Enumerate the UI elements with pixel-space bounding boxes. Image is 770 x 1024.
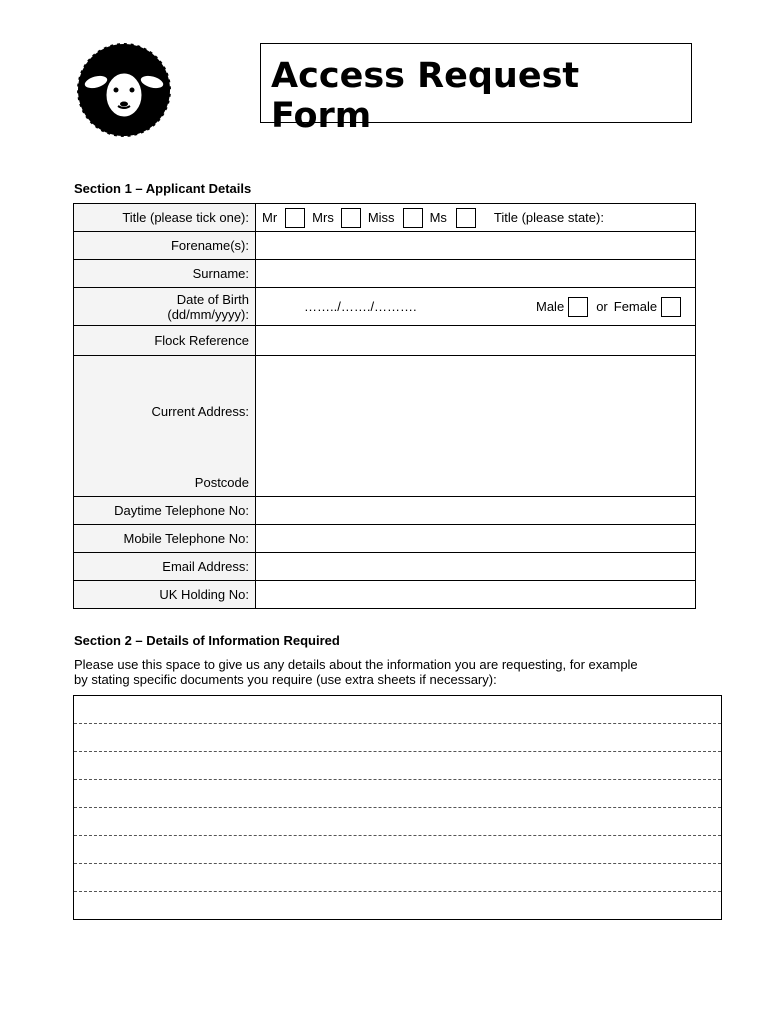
title-state-label: Title (please state): [493,210,604,225]
email-label: Email Address: [74,553,256,581]
writing-line [74,751,721,752]
dob-label-line2: (dd/mm/yyyy): [167,306,249,322]
surname-label: Surname: [74,260,256,288]
address-label-cell [74,356,256,497]
mobile-phone-field[interactable] [256,525,696,553]
title-ms-checkbox[interactable] [456,208,476,228]
applicant-details-table [73,203,696,609]
gender-male-label: Male [536,299,565,314]
title-option-miss-label: Miss [367,210,395,225]
title-option-mr-label: Mr [262,210,278,225]
dob-label-line1: Date of Birth [176,291,249,307]
title-options-cell [256,204,696,232]
section2-intro [74,657,714,687]
writing-line [74,723,721,724]
section1-heading: Section 1 – Applicant Details [74,181,252,196]
dob-label [74,288,256,326]
writing-line [74,835,721,836]
postcode-label: Postcode [194,475,249,490]
title-mrs-checkbox[interactable] [341,208,361,228]
section2-heading: Section 2 – Details of Information Required [74,633,340,648]
section2-intro-line2: by stating specific documents you require (use extra sheets if necessary): [74,672,497,687]
title-label: Title (please tick one): [74,204,256,232]
writing-line [74,863,721,864]
writing-line [74,779,721,780]
dob-gender-cell [256,288,696,326]
surname-field[interactable] [256,260,696,288]
title-option-ms-label: Ms [429,210,447,225]
page-title: Access Request Form [271,56,580,136]
forename-field[interactable] [256,232,696,260]
section2-intro-line1: Please use this space to give us any details about the information you are requesting, for example [74,657,638,672]
title-miss-checkbox[interactable] [403,208,423,228]
holding-field[interactable] [256,581,696,609]
dob-field[interactable]: ……../……./………. [304,299,417,314]
daytime-phone-label: Daytime Telephone No: [74,497,256,525]
flock-label: Flock Reference [74,326,256,356]
address-label: Current Address: [151,404,249,419]
information-required-field[interactable] [73,695,722,920]
holding-label: UK Holding No: [74,581,256,609]
sheep-logo [72,40,176,140]
email-field[interactable] [256,553,696,581]
gender-female-label: Female [613,299,658,314]
forename-label: Forename(s): [74,232,256,260]
mobile-phone-label: Mobile Telephone No: [74,525,256,553]
gender-or-label: or [596,299,608,314]
daytime-phone-field[interactable] [256,497,696,525]
gender-female-checkbox[interactable] [661,297,681,317]
title-option-mrs-label: Mrs [312,210,334,225]
gender-male-checkbox[interactable] [568,297,588,317]
title-box [260,43,692,136]
writing-line [74,891,721,892]
flock-field[interactable] [256,326,696,356]
writing-line [74,807,721,808]
title-mr-checkbox[interactable] [285,208,305,228]
address-field[interactable] [256,356,696,497]
